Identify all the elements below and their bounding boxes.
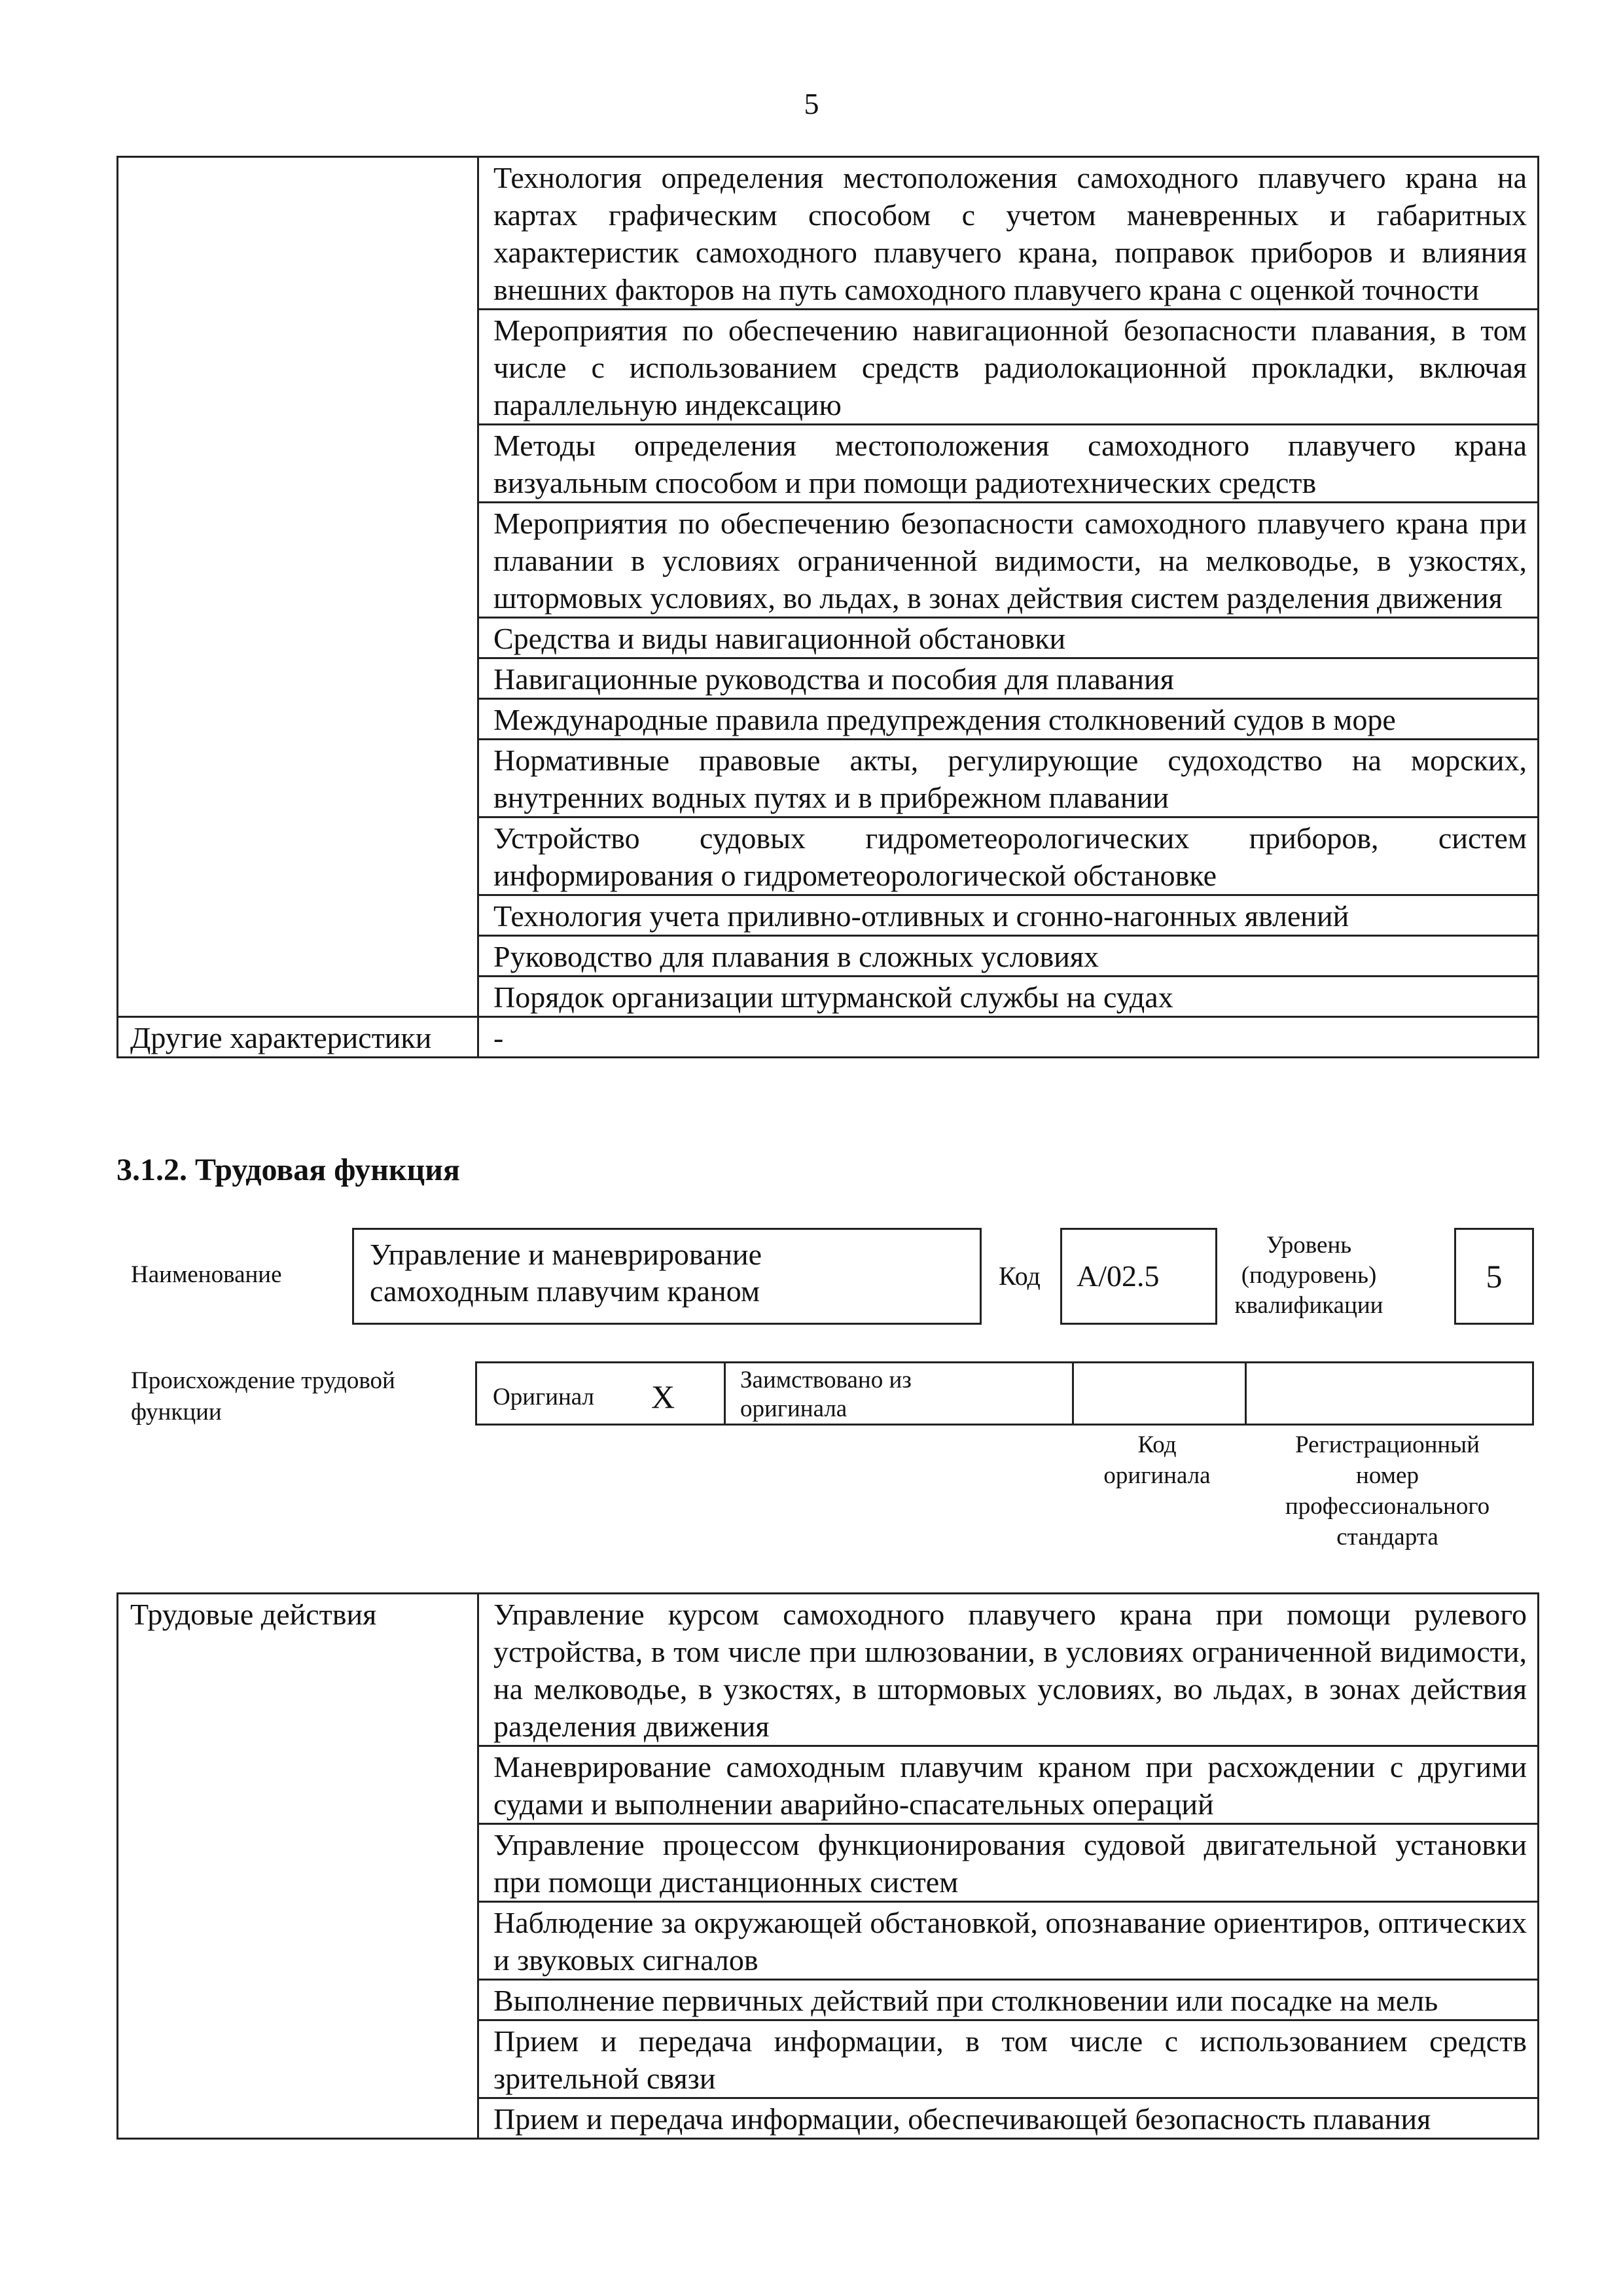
code-caption-line1: Код xyxy=(1137,1431,1177,1458)
knowledge-table xyxy=(116,156,1539,1058)
original-cell xyxy=(477,1363,726,1424)
table-row xyxy=(118,157,1539,310)
section-title: 3.1.2. Трудовая функция xyxy=(116,1153,460,1187)
reg-caption-line3: профессионального xyxy=(1285,1493,1490,1520)
knowledge-item: Средства и виды навигационной обстановки xyxy=(478,618,1539,658)
borrowed-cell xyxy=(726,1363,1074,1424)
qualification-level-label xyxy=(1230,1230,1387,1321)
code-value: A/02.5 xyxy=(1077,1259,1160,1293)
knowledge-item: Методы определения местоположения самоходного плавучего крана визуальным способом и при помощи радиотехнических средств xyxy=(478,425,1539,503)
original-code-caption xyxy=(1071,1429,1243,1491)
other-characteristics-label: Другие характеристики xyxy=(118,1017,478,1058)
table-row xyxy=(118,1017,1539,1058)
registration-number-cell xyxy=(1247,1363,1532,1424)
level-label-line1: Уровень xyxy=(1266,1232,1352,1259)
action-item: Выполнение первичных действий при столкновении или посадке на мель xyxy=(478,1980,1539,2020)
function-name-line2: самоходным плавучим краном xyxy=(370,1274,760,1308)
action-item: Управление курсом самоходного плавучего крана при помощи рулевого устройства, в том числе при шлюзовании, в условиях ограниченной видимости, на мелководье, в узкостях, в штормовых условиях, во льдах, в зонах действия разделения движения xyxy=(478,1594,1539,1746)
reg-caption-line2: номер xyxy=(1356,1462,1419,1489)
code-value-box xyxy=(1060,1228,1217,1325)
level-label-line3: квалификации xyxy=(1234,1292,1383,1319)
origin-table xyxy=(475,1361,1534,1426)
original-mark: X xyxy=(651,1378,675,1415)
knowledge-item: Навигационные руководства и пособия для плавания xyxy=(478,658,1539,699)
knowledge-label-cell xyxy=(118,157,478,1017)
origin-label-line1: Происхождение трудовой xyxy=(131,1367,395,1394)
knowledge-item: Технология определения местоположения самоходного плавучего крана на картах графическим способом с учетом маневренных и габаритных характеристик самоходного плавучего крана, поправок приборов и влияния внешних факторов на путь самоходного плавучего крана с оценкой точности xyxy=(478,157,1539,310)
registration-number-caption xyxy=(1245,1429,1530,1552)
function-name-line1: Управление и маневрирование xyxy=(370,1238,762,1271)
borrowed-line1: Заимствовано из xyxy=(740,1367,912,1393)
function-name-box xyxy=(352,1228,982,1325)
level-value-box xyxy=(1454,1228,1534,1325)
knowledge-item: Порядок организации штурманской службы на судах xyxy=(478,977,1539,1017)
action-item: Прием и передача информации, в том числе с использованием средств зрительной связи xyxy=(478,2020,1539,2098)
knowledge-item: Мероприятия по обеспечению безопасности самоходного плавучего крана при плавании в условиях ограниченной видимости, на мелководье, в узкостях, штормовых условиях, во льдах, в зонах действия систем разделения движения xyxy=(478,503,1539,618)
page-number: 5 xyxy=(804,87,819,120)
actions-table xyxy=(116,1592,1539,2140)
reg-caption-line4: стандарта xyxy=(1336,1524,1438,1551)
knowledge-item: Технология учета приливно-отливных и сгонно-нагонных явлений xyxy=(478,895,1539,936)
other-characteristics-value: - xyxy=(478,1017,1539,1058)
action-item: Управление процессом функционирования судовой двигательной установки при помощи дистанционных систем xyxy=(478,1824,1539,1902)
original-label: Оригинал xyxy=(493,1384,595,1410)
borrowed-line2: оригинала xyxy=(740,1395,847,1422)
knowledge-item: Нормативные правовые акты, регулирующие судоходство на морских, внутренних водных путях и в прибрежном плавании xyxy=(478,740,1539,817)
knowledge-item: Руководство для плавания в сложных условиях xyxy=(478,936,1539,977)
code-caption-line2: оригинала xyxy=(1103,1462,1211,1489)
code-label: Код xyxy=(999,1261,1041,1291)
knowledge-item: Мероприятия по обеспечению навигационной безопасности плавания, в том числе с использованием средств радиолокационной прокладки, включая параллельную индексацию xyxy=(478,310,1539,425)
origin-label xyxy=(131,1365,395,1428)
knowledge-item: Устройство судовых гидрометеорологических приборов, систем информирования о гидрометеорологической обстановке xyxy=(478,817,1539,895)
knowledge-item: Международные правила предупреждения столкновений судов в море xyxy=(478,699,1539,740)
actions-label: Трудовые действия xyxy=(118,1594,478,2139)
table-row xyxy=(118,1594,1539,1746)
level-label-line2: (подуровень) xyxy=(1241,1262,1377,1289)
reg-caption-line1: Регистрационный xyxy=(1295,1431,1480,1458)
level-value: 5 xyxy=(1486,1258,1503,1295)
original-code-cell xyxy=(1074,1363,1247,1424)
action-item: Наблюдение за окружающей обстановкой, опознавание ориентиров, оптических и звуковых сигналов xyxy=(478,1902,1539,1980)
origin-label-line2: функции xyxy=(131,1399,222,1426)
name-label: Наименование xyxy=(131,1261,282,1288)
action-item: Прием и передача информации, обеспечивающей безопасность плавания xyxy=(478,2098,1539,2139)
action-item: Маневрирование самоходным плавучим краном при расхождении с другими судами и выполнении аварийно-спасательных операций xyxy=(478,1746,1539,1824)
